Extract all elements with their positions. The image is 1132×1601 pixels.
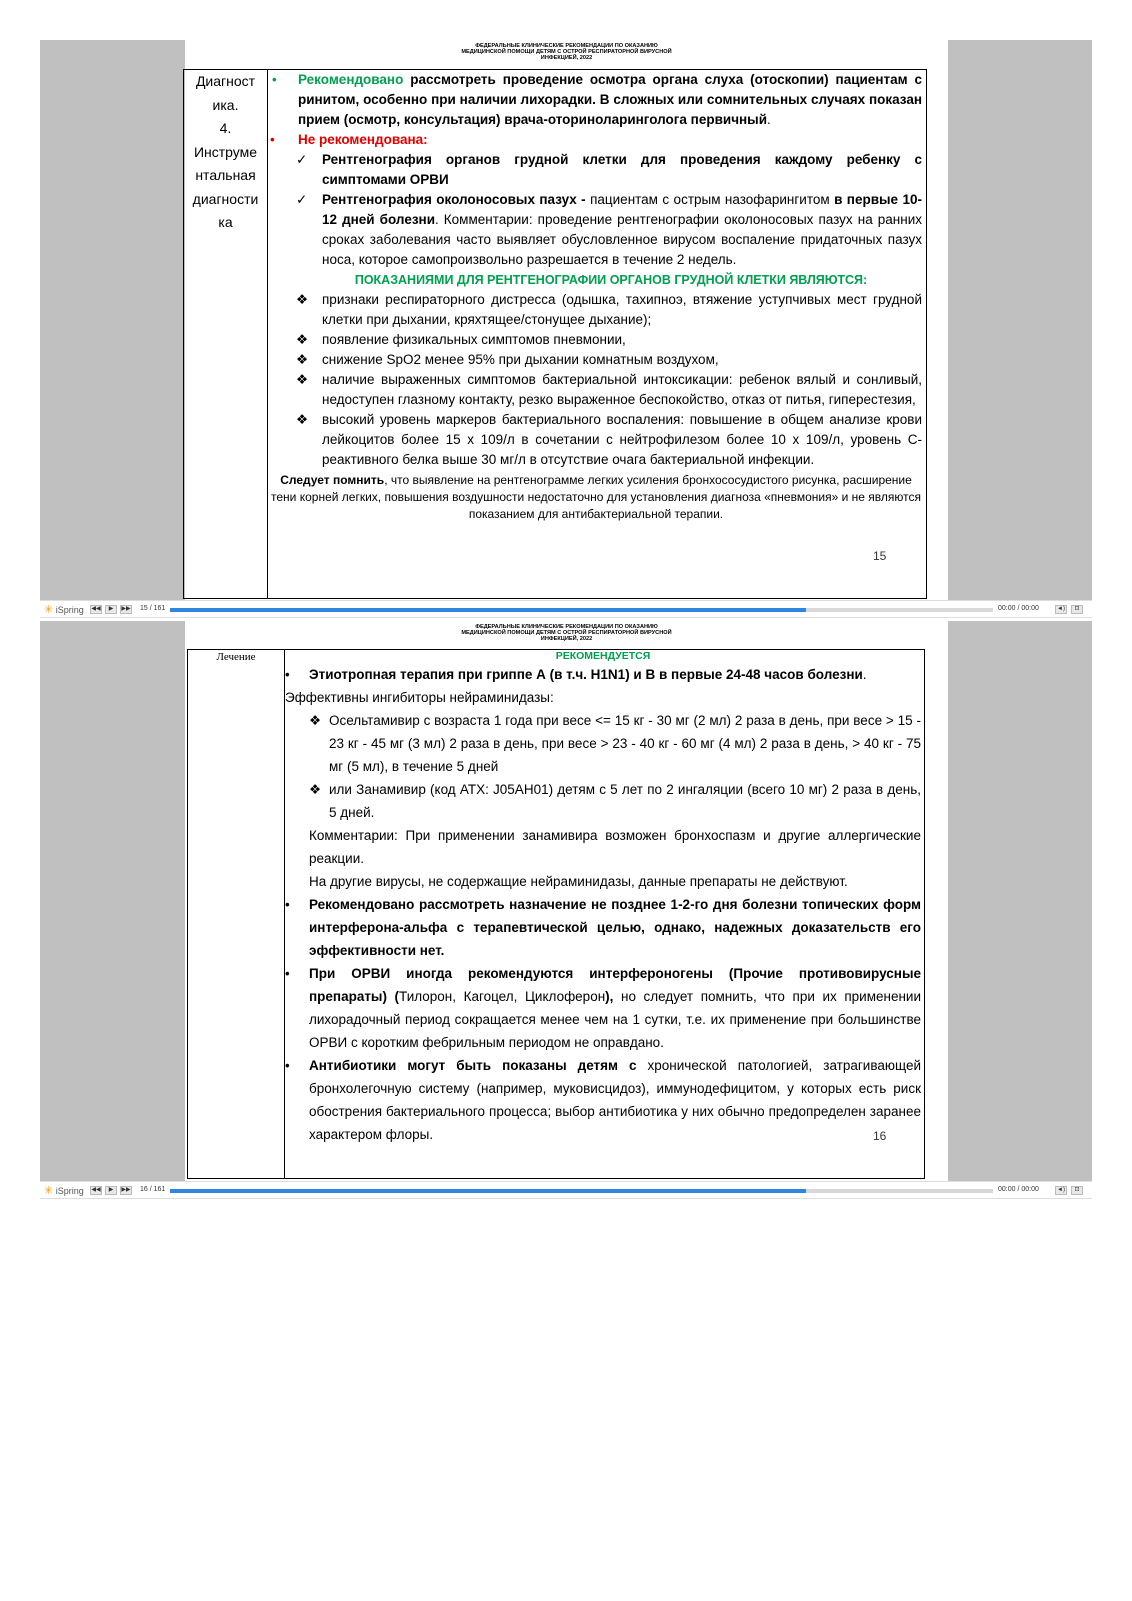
bullet-item <box>285 663 921 686</box>
bullet-dot-icon: • <box>285 667 290 682</box>
bullet-bold: При ОРВИ иногда рекомендуются интерфероногены (Прочие противовирусные препараты) ( <box>309 966 921 1004</box>
prev-slide-button[interactable]: ◀◀ <box>91 1187 101 1193</box>
recommended-word: Рекомендовано <box>298 72 404 87</box>
section-label-line: 4. <box>219 120 232 136</box>
indications-title: ПОКАЗАНИЯМИ ДЛЯ РЕНТГЕНОГРАФИИ ОРГАНОВ ГРУДНОЙ КЛЕТКИ ЯВЛЯЮТСЯ: <box>354 273 868 287</box>
header-line: МЕДИЦИНСКОЙ ПОМОЩИ ДЕТЯМ С ОСТРОЙ РЕСПИРАТОРНОЙ ВИРУСНОЙ <box>461 630 672 636</box>
recommendation-end: . <box>767 112 771 127</box>
bullet-item <box>285 893 921 962</box>
other-viruses-text: На другие вирусы, не содержащие нейраминидазы, данные препараты не действуют. <box>309 874 848 889</box>
indication-item <box>270 290 922 330</box>
indication-text: признаки респираторного дистресса (одышка, тахипноэ, втяжение уступчивых мест грудной клетки при дыхании, кряхтящее/стонущее дыхание); <box>322 292 922 327</box>
progress-fill <box>170 1189 806 1193</box>
remember-note <box>270 472 922 523</box>
ispring-logo-text: iSpring <box>55 605 84 615</box>
header-line: ФЕДЕРАЛЬНЫЕ КЛИНИЧЕСКИЕ РЕКОМЕНДАЦИИ ПО ОКАЗАНИЮ <box>475 43 658 49</box>
slide-counter: 15 / 161 <box>140 605 166 612</box>
next-slide-button[interactable]: ▶▶ <box>121 1187 131 1193</box>
diamond-bullet-icon: ❖ <box>296 372 309 387</box>
bullet-dot-icon: • <box>285 966 290 981</box>
slide-16 <box>40 621 1092 1201</box>
drug-item <box>285 778 921 824</box>
bullet-bold: ), <box>605 989 614 1004</box>
fullscreen-button[interactable]: ⊡ <box>1071 605 1083 614</box>
bullet-dot-icon: • <box>272 72 277 87</box>
ispring-logo-text: iSpring <box>55 1186 84 1196</box>
recommendation-text: рассмотреть проведение осмотра органа слуха (отоскопии) пациентам с ринитом, особенно при наличии лихорадки. В сложных или сомнительных случаях показан прием (осмотр, консультация) врача-оториноларинголога первичный <box>298 72 922 127</box>
diamond-bullet-icon: ❖ <box>296 412 309 427</box>
indication-text: наличие выраженных симптомов бактериальной интоксикации: ребенок вялый и сонливый, недоступен глазному контакту, резко выраженное беспокойство, отказ от питья, гиперестезия, <box>322 372 922 407</box>
check-item <box>270 150 922 190</box>
check-item-text: Рентгенография органов грудной клетки для проведения каждому ребенку с симптомами ОРВИ <box>322 152 922 187</box>
header-line: ИНФЕКЦИЕЙ, 2022 <box>540 55 593 61</box>
bullet-dot-icon: • <box>285 1058 290 1073</box>
diamond-bullet-icon: ❖ <box>296 332 309 347</box>
content-table <box>187 649 925 1179</box>
slide-counter: 16 / 161 <box>140 1186 166 1193</box>
slide-content <box>270 70 922 523</box>
indication-text: снижение SpO2 менее 95% при дыхании комнатным воздухом, <box>322 352 719 367</box>
indication-item <box>270 350 922 370</box>
slide-header <box>185 40 948 61</box>
bullet-drugs: Тилорон, Кагоцел, Циклоферон <box>399 989 606 1004</box>
check-item-bold: Рентгенография околоносовых пазух - <box>322 192 586 207</box>
recommended-heading: РЕКОМЕНДУЕТСЯ <box>555 650 651 662</box>
slide-page <box>185 621 948 1181</box>
check-item-bold: в первые 10-12 дней болезни <box>322 192 922 227</box>
checkmark-icon: ✓ <box>296 152 308 167</box>
section-label-line: Инструме <box>193 143 258 160</box>
section-label-cell <box>184 70 268 598</box>
fullscreen-button[interactable]: ⊡ <box>1071 1186 1083 1195</box>
indication-item <box>270 410 922 470</box>
not-recommended-label: Не рекомендована: <box>298 132 428 147</box>
progress-track[interactable] <box>170 1189 993 1193</box>
bullet-dot-icon: • <box>270 132 275 147</box>
indication-item <box>270 330 922 350</box>
section-label-line: ка <box>218 214 233 230</box>
section-label-line: диагности <box>192 190 259 207</box>
page-number: 16 <box>873 1129 887 1143</box>
diamond-bullet-icon: ❖ <box>296 292 309 307</box>
next-slide-button[interactable]: ▶▶ <box>121 606 131 612</box>
check-item-comment: . Комментарии: проведение рентгенографии околоносовых пазух на ранних сроках заболевания часто выявляет обусловленное вирусом воспаление придаточных пазух носа, которое самопроизвольно разрешается в течение 2 недель. <box>322 212 922 267</box>
header-line: ИНФЕКЦИЕЙ, 2022 <box>540 636 593 642</box>
section-label-line: ика. <box>212 96 239 113</box>
indication-text: высокий уровень маркеров бактериального воспаления: повышение в общем анализе крови лейкоцитов более 15 x 109/л в сочетании с нейтрофилезом более 10 x 109/л, уровень С-реактивного белка выше 30 мг/л в отсутствие очага бактериальной инфекции. <box>322 412 922 467</box>
effective-text: Эффективны ингибиторы нейраминидазы: <box>285 690 554 705</box>
volume-button[interactable]: ◄) <box>1055 605 1067 614</box>
slide-content <box>285 650 921 1146</box>
bullet-item <box>285 962 921 1054</box>
time-display: 00:00 / 00:00 <box>998 605 1039 612</box>
time-display: 00:00 / 00:00 <box>998 1186 1039 1193</box>
bullet-dot-icon: • <box>285 897 290 912</box>
bullet-item <box>285 1054 921 1146</box>
bullet-text: Рекомендовано рассмотреть назначение не позднее 1-2-го дня болезни топических форм интерферона-альфа с терапевтической целью, однако, надежных доказательств его эффективности нет. <box>309 897 921 958</box>
check-item <box>270 190 922 270</box>
diamond-bullet-icon: ❖ <box>296 352 309 367</box>
header-line: ФЕДЕРАЛЬНЫЕ КЛИНИЧЕСКИЕ РЕКОМЕНДАЦИИ ПО ОКАЗАНИЮ <box>475 624 658 630</box>
progress-track[interactable] <box>170 608 993 612</box>
section-label-cell <box>188 650 285 1178</box>
indication-text: появление физикальных симптомов пневмонии, <box>322 332 626 347</box>
player-bar <box>40 600 1092 618</box>
bullet-text: но следует помнить, что при их применении лихорадочный период сокращается менее чем на 1 сутки, т.е. их применение при большинстве ОРВИ с коротким фебрильным периодом не оправдано. <box>309 989 921 1050</box>
indication-item <box>270 370 922 410</box>
header-line: МЕДИЦИНСКОЙ ПОМОЩИ ДЕТЯМ С ОСТРОЙ РЕСПИРАТОРНОЙ ВИРУСНОЙ <box>461 49 672 55</box>
recommendation-otoscopy <box>270 70 922 130</box>
section-label-line: нтальная <box>195 167 256 183</box>
comment-text: Комментарии: При применении занамивира возможен бронхоспазм и другие аллергические реакции. <box>309 828 921 866</box>
play-button[interactable]: ▶ <box>105 1186 117 1195</box>
check-item-text: пациентам с острым назофарингитом <box>585 192 835 207</box>
not-recommended-heading <box>270 130 922 150</box>
prev-slide-button[interactable]: ◀◀ <box>91 606 101 612</box>
bullet-text: хронической патологией, затрагивающей бронхолегочную систему (например, муковисцидоз), иммунодефицитом, у которых есть риск обострения бактериального процесса; выбор антибиотика у них обычно предопределен заранее характером флоры. <box>309 1058 921 1142</box>
drug-text: Осельтамивир с возраста 1 года при весе <= 15 кг - 30 мг (2 мл) 2 раза в день, при весе > 15 - 23 кг - 45 мг (3 мл) 2 раза в день, при весе > 23 - 40 кг - 60 мг (4 мл) 2 раза в день, > 40 кг - 75 мг (5 мл), в течение 5 дней <box>329 713 921 774</box>
ispring-logo <box>44 603 84 616</box>
drug-item <box>285 709 921 778</box>
player-bar <box>40 1181 1092 1199</box>
bullet-bold: Антибиотики могут быть показаны детям с <box>309 1058 637 1073</box>
bullet-text: Этиотропная терапия при гриппе А (в т.ч. H1N1) и В в первые 24-48 часов болезни <box>309 667 863 682</box>
diamond-bullet-icon: ❖ <box>309 782 322 797</box>
page-number: 15 <box>873 549 887 563</box>
ispring-logo-icon: ✳ <box>44 604 54 616</box>
section-label: Лечение <box>216 651 256 663</box>
progress-fill <box>170 608 806 612</box>
slide-header <box>185 621 948 642</box>
volume-button[interactable]: ◄) <box>1055 1186 1067 1195</box>
content-table <box>183 69 927 599</box>
slide-page <box>185 40 948 600</box>
checkmark-icon: ✓ <box>296 192 308 207</box>
slide-15 <box>40 40 1092 620</box>
remember-bold: Следует помнить <box>280 473 385 487</box>
section-label-line: Диагност <box>195 73 256 89</box>
remember-text: , что выявление на рентгенограмме легких усиления бронхососудистого рисунка, расширение тени корней легких, повышения воздушности недостаточно для установления диагноза «пневмония» и не являются показанием для антибактериальной терапии. <box>271 473 921 521</box>
ispring-logo <box>44 1184 84 1197</box>
drug-text: или Занамивир (код АТХ: J05AH01) детям с 5 лет по 2 ингаляции (всего 10 мг) 2 раза в день, 5 дней. <box>329 782 921 820</box>
play-button[interactable]: ▶ <box>105 605 117 614</box>
bullet-end: . <box>862 667 867 682</box>
ispring-logo-icon: ✳ <box>44 1185 54 1197</box>
diamond-bullet-icon: ❖ <box>309 713 322 728</box>
